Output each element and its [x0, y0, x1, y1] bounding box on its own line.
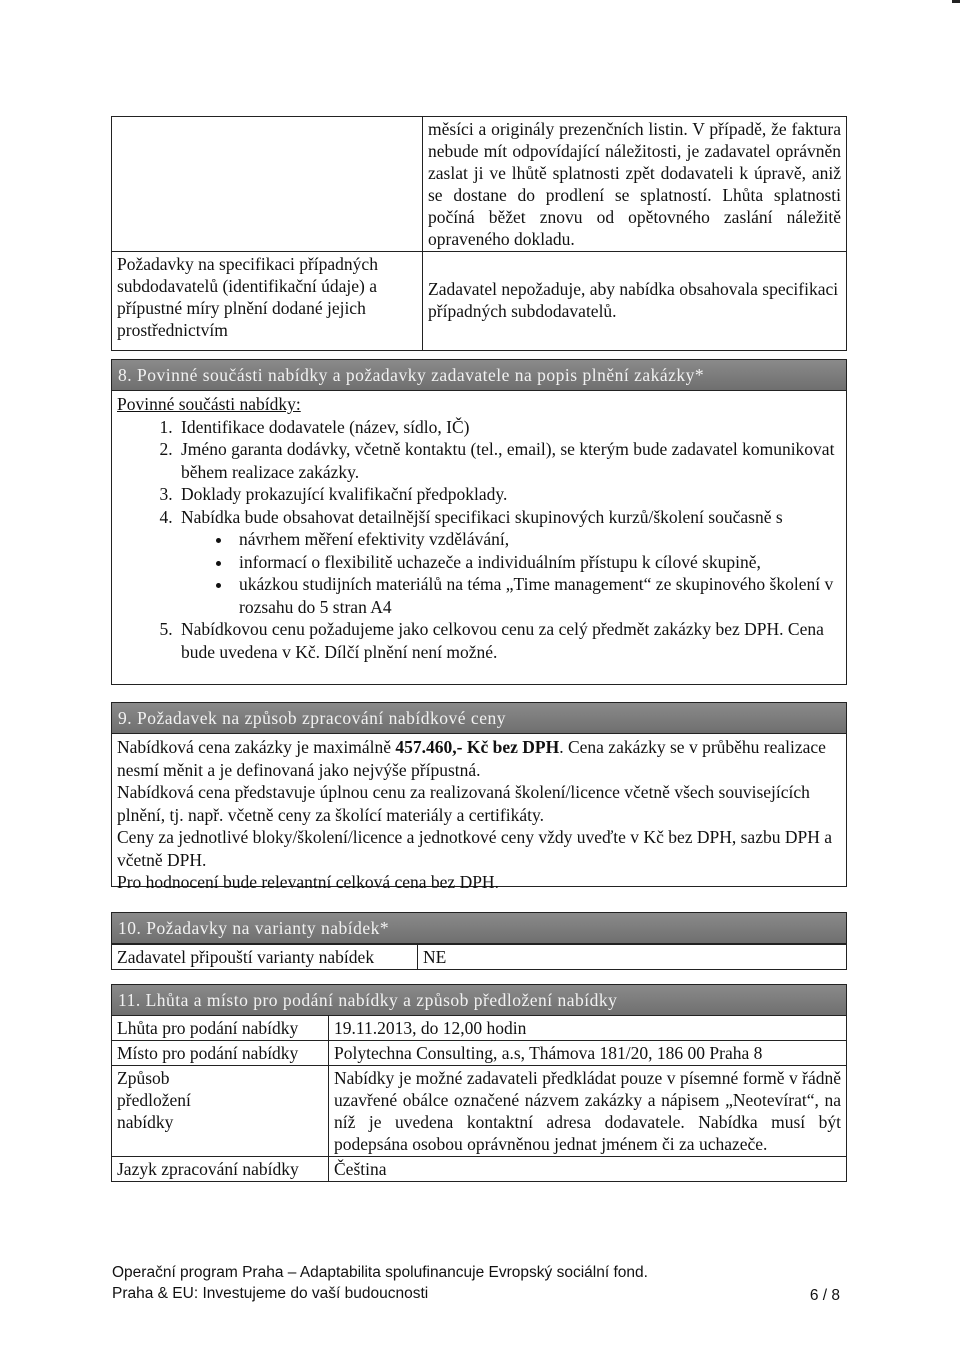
list-item: 1. Identifikace dodavatele (název, sídlo, IČ) — [177, 416, 841, 439]
submission-label: Způsob předložení nabídky — [112, 1066, 329, 1157]
section-10-header: 10. Požadavky na varianty nabídek* — [112, 913, 846, 944]
footer-line-1: Operační program Praha – Adaptabilita spolufinancuje Evropský sociální fond. — [112, 1264, 648, 1281]
max-price: 457.460,- Kč bez DPH — [395, 737, 560, 757]
bullet-item: • informací o flexibilitě uchazeče a individuálním přístupu k cílové skupině, — [233, 551, 841, 574]
list-item: 3. Doklady prokazující kvalifikační předpoklady. — [177, 483, 841, 506]
section-8 — [111, 359, 847, 685]
price-paragraph — [117, 736, 841, 781]
price-units-paragraph: Ceny za jednotlivé bloky/školení/licence a jednotkové ceny vždy uveďte v Kč bez DPH, sazbu DPH a včetně DPH. — [117, 827, 832, 870]
section-11-header: 11. Lhůta a místo pro podání nabídky a způsob předložení nabídky — [112, 985, 846, 1016]
price-text: Nabídková cena zakázky je maximálně — [117, 737, 396, 757]
subcontractor-text: Zadavatel nepožaduje, aby nabídka obsahovala specifikaci případných subdodavatelů. — [423, 252, 847, 351]
deadline-label: Lhůta pro podání nabídky — [112, 1016, 329, 1041]
price-scope-paragraph: Nabídková cena představuje úplnou cenu za realizovaná školení/licence včetně všech souvisejících plnění, tj. např. včetně ceny za školící materiály a certifikáty. — [117, 782, 810, 825]
price-text-end: . Cena zakázky se v průběhu realizace nesmí měnit a je definovaná jako nejvýše přípustná. — [117, 737, 826, 780]
submission-value: Nabídky je možné zadavateli předkládat pouze v písemné formě v řádně uzavřené obálce označené názvem zakázky a nápisem „Neotevírat“, na níž je uvedena kontaktní adresa dodavatele. Nabídka musí být podepsána osobou oprávněnou jednat jménem či za uchazeče. — [329, 1066, 847, 1157]
language-label: Jazyk zpracování nabídky — [112, 1157, 329, 1182]
section-9-header: 9. Požadavek na způsob zpracování nabídkové ceny — [112, 703, 846, 734]
top-table — [111, 116, 847, 351]
variants-label: Zadavatel připouští varianty nabídek — [112, 945, 418, 970]
bullet-item: • návrhem měření efektivity vzdělávání, — [233, 528, 841, 551]
list-item: 2. Jméno garanta dodávky, včetně kontaktu (tel., email), se kterým bude zadavatel komunikovat během realizace zakázky. — [177, 438, 841, 483]
invoice-text: měsíci a originály prezenčních listin. V případě, že faktura nebude mít odpovídající náležitosti, je zadavatel oprávněn zaslat ji ve lhůtě splatnosti zpět dodavateli k úpravě, aniž se dostane do prodlení se splatností. Lhůta splatnosti počíná běžet znovu od opětovného zaslání náležitě opraveného dokladu. — [423, 117, 847, 252]
footer-line-2: Praha & EU: Investujeme do vaší budoucnosti — [112, 1285, 429, 1302]
place-value: Polytechna Consulting, a.s, Thámova 181/20, 186 00 Praha 8 — [329, 1041, 847, 1066]
section-8-subtitle: Povinné součásti nabídky: — [117, 394, 301, 414]
subcontractor-label: Požadavky na specifikaci případných subdodavatelů (identifikační údaje) a přípustné míry plnění dodané jejich prostřednictvím — [112, 252, 423, 351]
section-9 — [111, 702, 847, 892]
language-value: Čeština — [329, 1157, 847, 1182]
section-8-header: 8. Povinné součásti nabídky a požadavky zadavatele na popis plnění zakázky* — [112, 360, 846, 391]
section-11 — [111, 984, 847, 1182]
top-table-empty-cell — [112, 117, 423, 252]
deadline-value: 19.11.2013, do 12,00 hodin — [329, 1016, 847, 1041]
variants-value: NE — [418, 945, 847, 970]
bullet-list — [181, 528, 841, 618]
edge-mark — [952, 0, 960, 3]
list-item — [177, 506, 841, 619]
list-item-text: Nabídka bude obsahovat detailnější specifikaci skupinových kurzů/školení současně s — [181, 506, 783, 527]
page-number: 6 / 8 — [809, 1287, 840, 1304]
bullet-item: • ukázkou studijních materiálů na téma „Time management“ ze skupinového školení v rozsahu do 5 stran A4 — [233, 573, 841, 618]
place-label: Místo pro podání nabídky — [112, 1041, 329, 1066]
evaluation-paragraph: Pro hodnocení bude relevantní celková cena bez DPH. — [117, 872, 499, 892]
section-10 — [111, 912, 847, 970]
requirements-list — [117, 416, 841, 664]
list-item: 5. Nabídkovou cenu požadujeme jako celkovou cenu za celý předmět zakázky bez DPH. Cena bude uvedena v Kč. Dílčí plnění není možné. — [177, 618, 841, 663]
footer — [112, 1262, 840, 1306]
